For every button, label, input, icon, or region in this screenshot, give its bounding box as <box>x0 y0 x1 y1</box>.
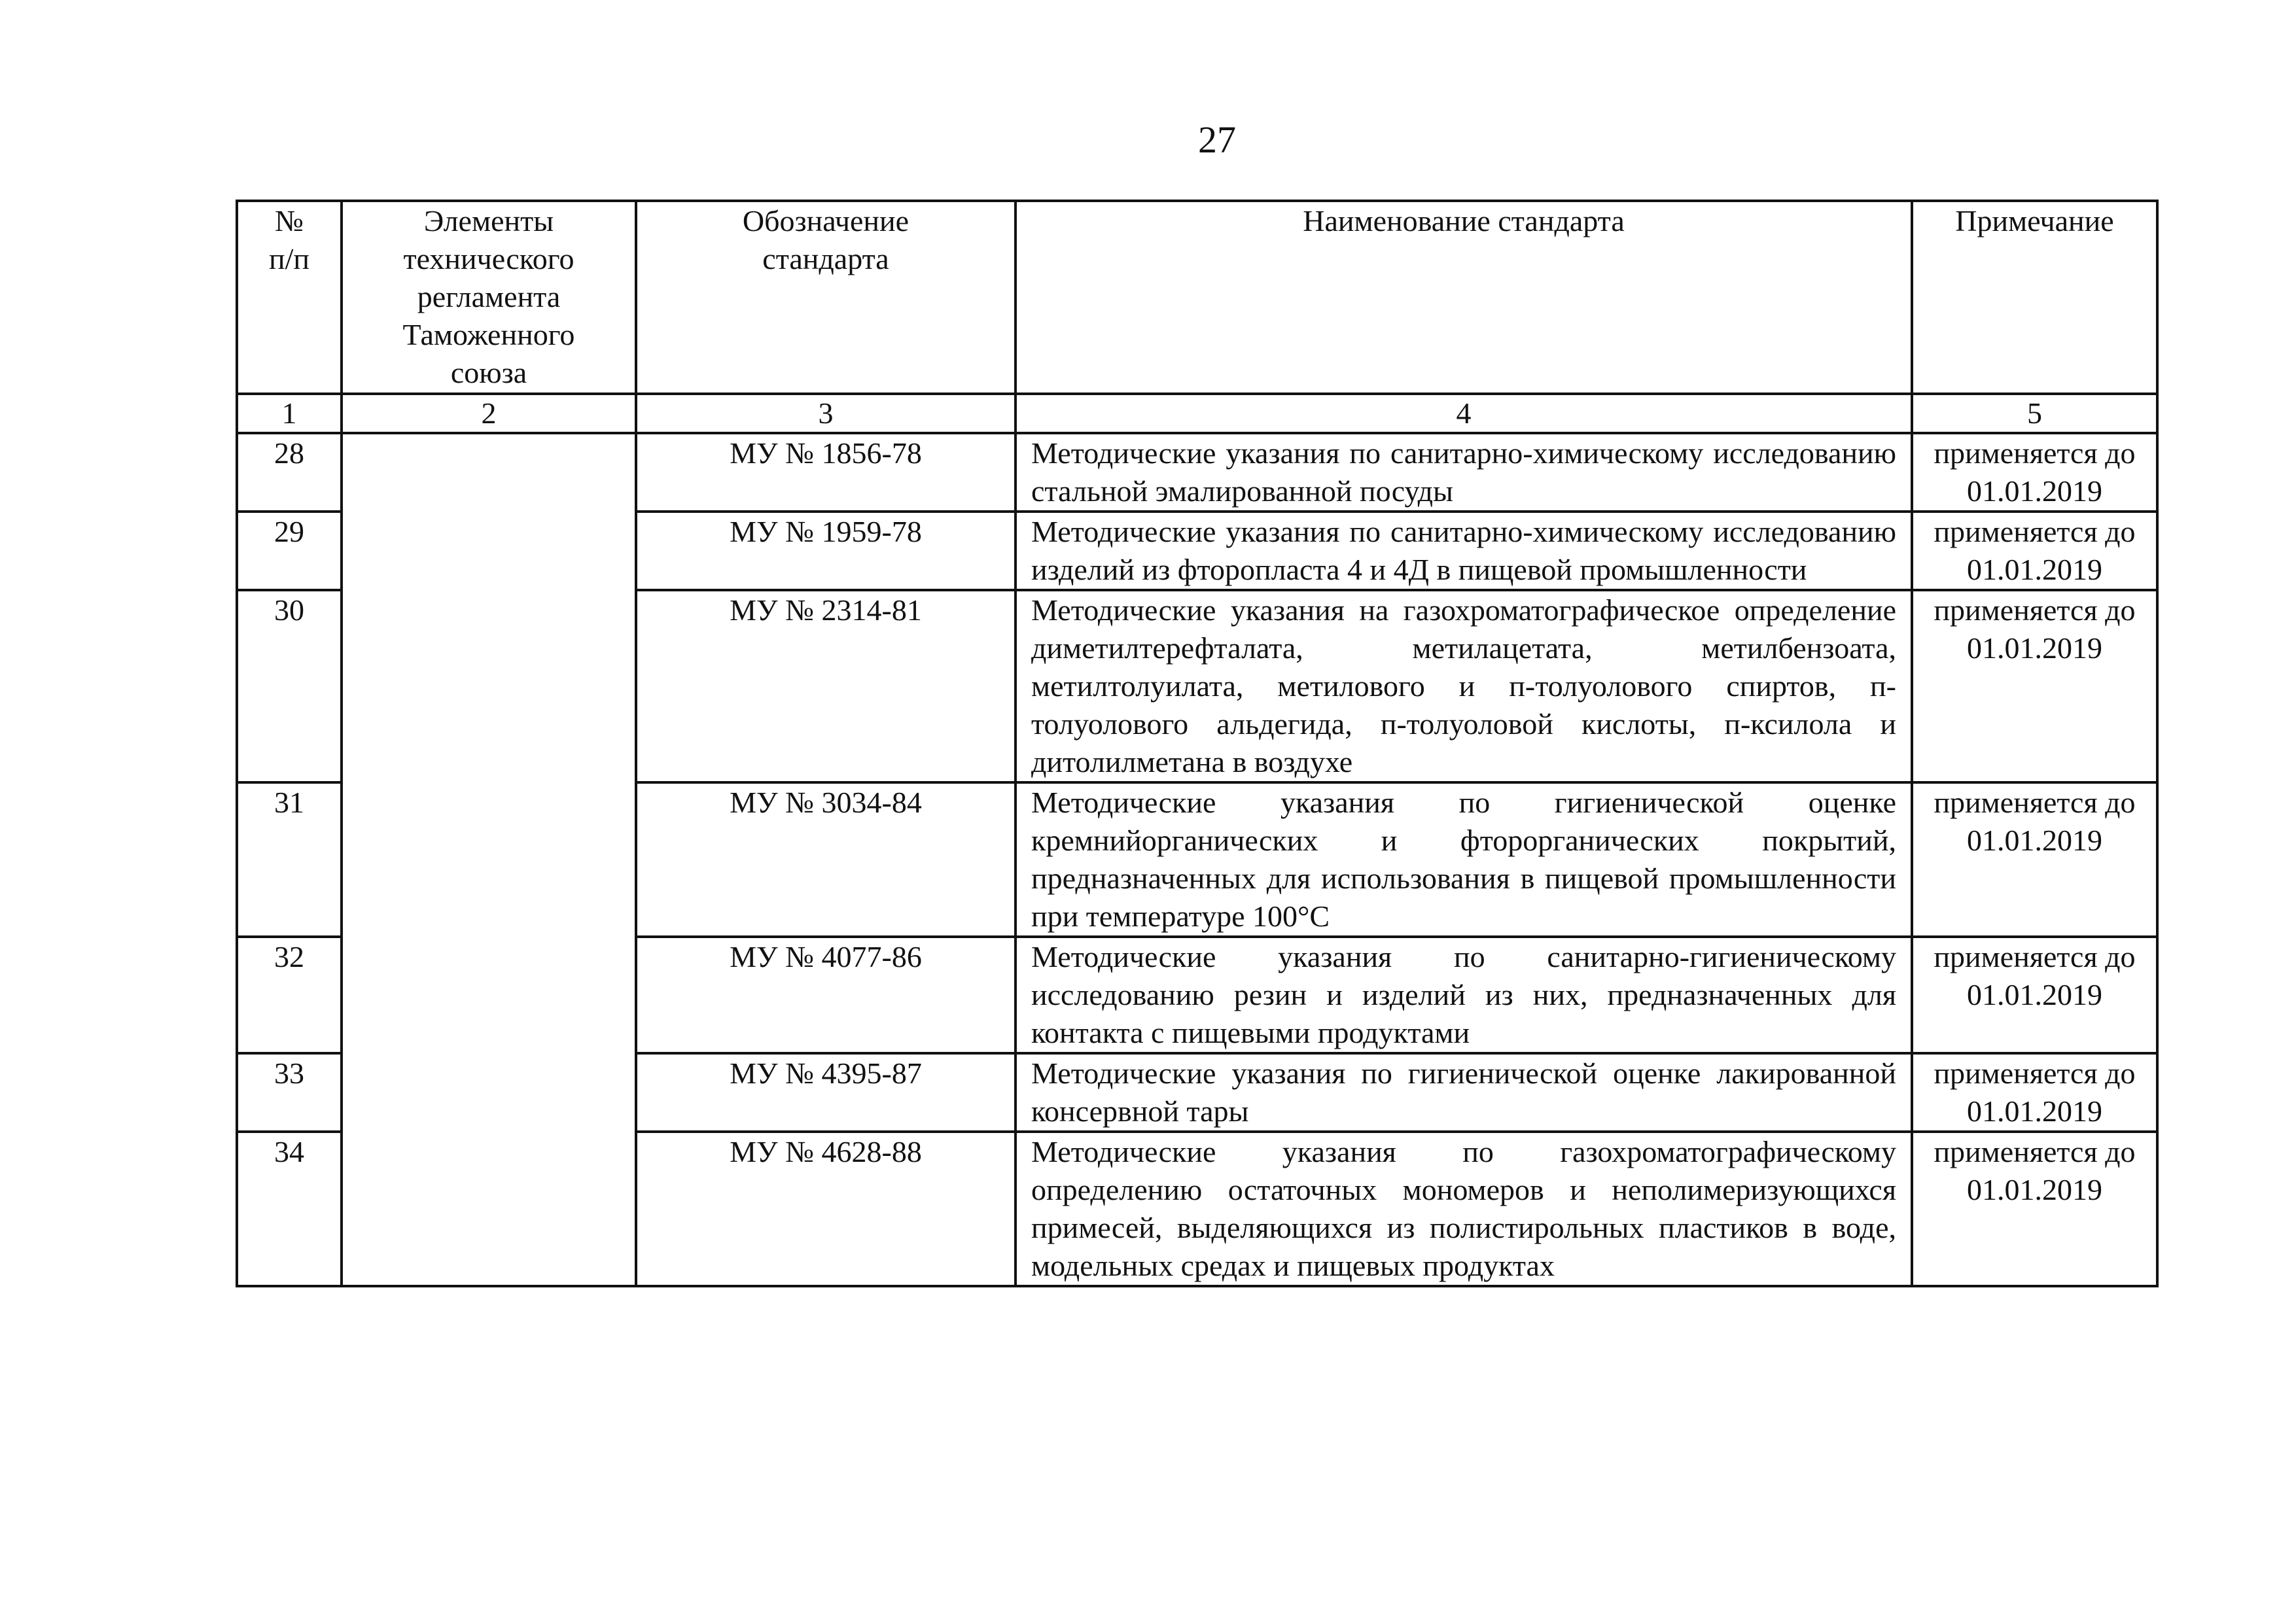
standard-note: применяется до 01.01.2019 <box>1912 1132 2157 1286</box>
header-note-label: Примечание <box>1955 204 2114 237</box>
standard-note: применяется до 01.01.2019 <box>1912 512 2157 590</box>
row-number: 33 <box>237 1053 342 1132</box>
header-number <box>237 201 342 394</box>
column-number: 3 <box>636 394 1016 433</box>
row-number: 30 <box>237 590 342 782</box>
standard-name: Методические указания по санитарно-химическому исследованию стальной эмалированной посуды <box>1016 433 1912 512</box>
standard-code: МУ № 3034-84 <box>636 782 1016 937</box>
header-row <box>237 201 2157 394</box>
standard-code: МУ № 1856-78 <box>636 433 1016 512</box>
row-number: 28 <box>237 433 342 512</box>
standard-name: Методические указания по гигиенической оценке лакированной консервной тары <box>1016 1053 1912 1132</box>
header-elements-label: Элементы технического регламента Таможенного союза <box>402 204 575 389</box>
standard-code: МУ № 1959-78 <box>636 512 1016 590</box>
page-number: 27 <box>1198 118 1236 161</box>
standard-name: Методические указания по санитарно-гигиеническому исследованию резин и изделий из них, предназначенных для контакта с пищевыми продуктами <box>1016 937 1912 1053</box>
column-number: 5 <box>1912 394 2157 433</box>
standards-table <box>236 200 2159 1287</box>
elements-cell <box>342 433 636 1286</box>
header-standard-name <box>1016 201 1912 394</box>
row-number: 31 <box>237 782 342 937</box>
header-elements <box>342 201 636 394</box>
column-number: 4 <box>1016 394 1912 433</box>
row-number: 29 <box>237 512 342 590</box>
standard-note: применяется до 01.01.2019 <box>1912 782 2157 937</box>
standard-note: применяется до 01.01.2019 <box>1912 433 2157 512</box>
standard-code: МУ № 2314-81 <box>636 590 1016 782</box>
standard-code: МУ № 4077-86 <box>636 937 1016 1053</box>
header-designation-label: Обозначение стандарта <box>742 204 910 275</box>
standard-note: применяется до 01.01.2019 <box>1912 1053 2157 1132</box>
column-numbers-row <box>237 394 2157 433</box>
standard-name: Методические указания по санитарно-химическому исследованию изделий из фторопласта 4 и 4Д в пищевой промышленности <box>1016 512 1912 590</box>
standard-name: Методические указания на газохроматографическое определение диметилтерефталата, метилацетата, метилбензоата, метилтолуилата, метилового и п-толуолового спиртов, п-толуолового альдегида, п-толуоловой кислоты, п-ксилола и дитолилметана в воздухе <box>1016 590 1912 782</box>
header-number-label: № п/п <box>268 204 309 275</box>
standard-note: применяется до 01.01.2019 <box>1912 590 2157 782</box>
standard-name: Методические указания по газохроматографическому определению остаточных мономеров и неполимеризующихся примесей, выделяющихся из полистирольных пластиков в воде, модельных средах и пищевых продуктах <box>1016 1132 1912 1286</box>
column-number: 1 <box>237 394 342 433</box>
header-designation <box>636 201 1016 394</box>
standard-code: МУ № 4395-87 <box>636 1053 1016 1132</box>
row-number: 34 <box>237 1132 342 1286</box>
standard-code: МУ № 4628-88 <box>636 1132 1016 1286</box>
table-row <box>237 433 2157 512</box>
standard-name: Методические указания по гигиенической оценке кремнийорганических и фторорганических покрытий, предназначенных для использования в пищевой промышленности при температуре 100°С <box>1016 782 1912 937</box>
header-note <box>1912 201 2157 394</box>
header-standard-name-label: Наименование стандарта <box>1303 204 1625 237</box>
column-number: 2 <box>342 394 636 433</box>
row-number: 32 <box>237 937 342 1053</box>
standard-note: применяется до 01.01.2019 <box>1912 937 2157 1053</box>
